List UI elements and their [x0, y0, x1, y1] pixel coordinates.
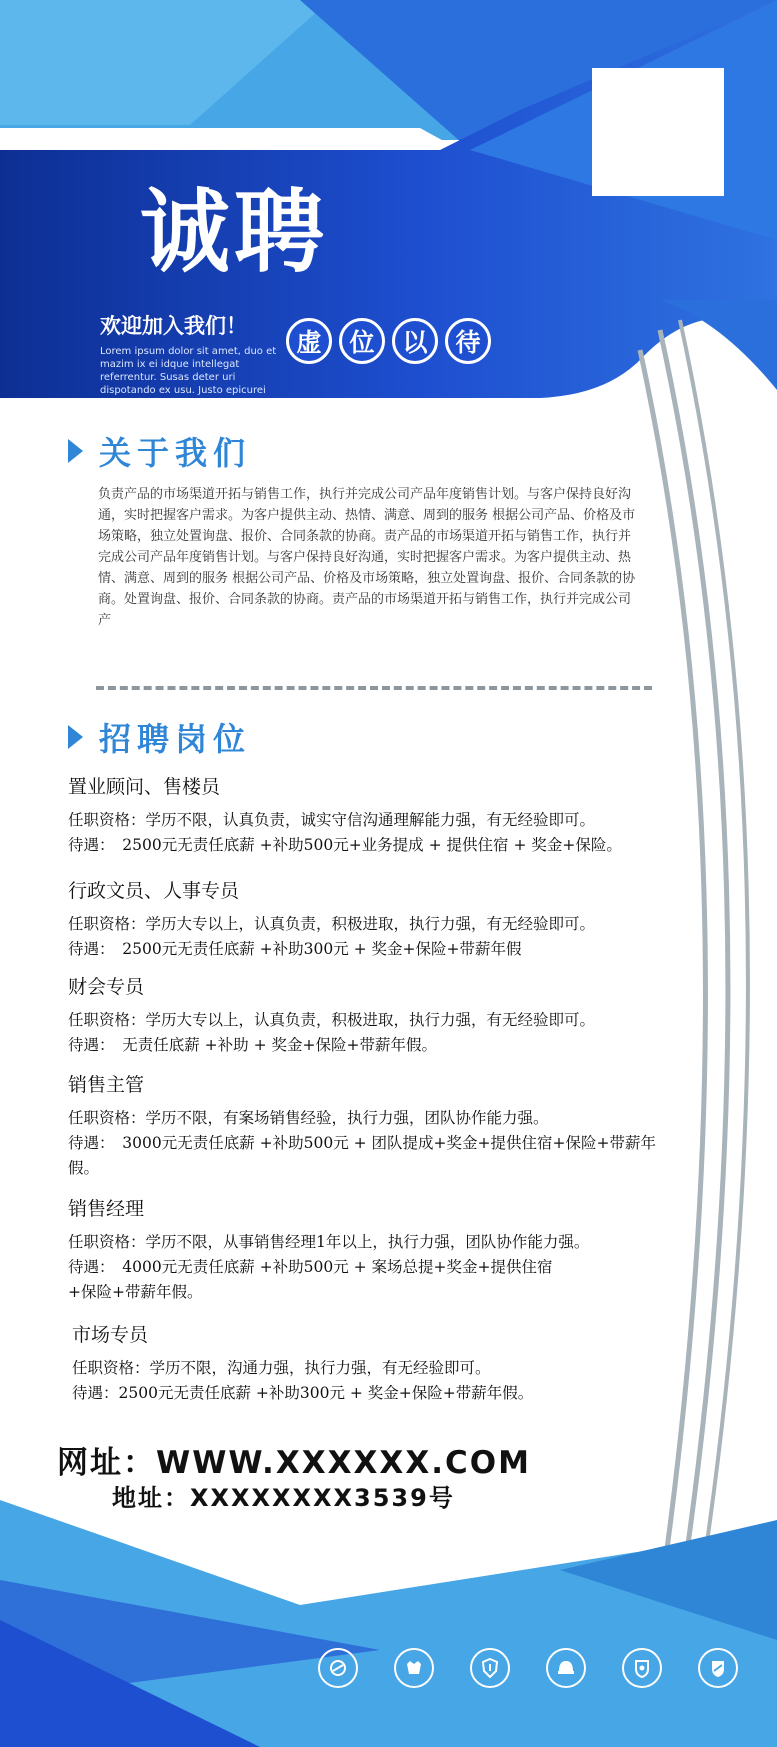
jobs-heading-text: 招聘岗位 [99, 720, 252, 758]
triangle-bullet-icon [68, 725, 83, 749]
website-text: 网址：WWW.XXXXXX.COM [57, 1445, 531, 1481]
dashed-divider [96, 686, 652, 690]
job-requirement: 任职资格：学历不限，认真负责，诚实守信沟通理解能力强，有无经验即可。 [68, 811, 596, 829]
job-item [68, 972, 728, 1058]
emblem-icon [318, 1648, 358, 1688]
badge-circle: 以 [392, 318, 438, 364]
job-requirement: 任职资格：学历大专以上，认真负责，积极进取，执行力强，有无经验即可。 [68, 1011, 596, 1029]
job-requirement: 任职资格：学历不限，从事销售经理1年以上，执行力强，团队协作能力强。 [68, 1233, 590, 1251]
job-item [68, 1070, 668, 1181]
about-body: 负责产品的市场渠道开拓与销售工作，执行并完成公司产品年度销售计划。与客户保持良好沟通，实时把握客户需求。为客户提供主动、热情、满意、周到的服务 根据公司产品、价格及市场策略，独立处置询盘、报价、合同条款的协商。责产品的市场渠道开拓与销售工作，执行并完成公司产品年度销售计划。与客户保持良好沟通，实时把握客户需求。为客户提供主动、热情、满意、周到的服务 根据公司产品、价格及市场策略，独立处置询盘、报价、合同条款的协商。处置询盘、报价、合同条款的协商。责产品的市场渠道开拓与销售工作，执行并完成公司产 [98, 487, 636, 628]
job-title: 行政文员、人事专员 [68, 880, 240, 902]
job-item [68, 772, 728, 858]
badge-row [286, 318, 491, 364]
job-salary: 待遇：2500元无责任底薪 +补助300元 + 奖金+保险+带薪年假。 [72, 1384, 534, 1402]
about-heading-text: 关于我们 [99, 434, 252, 472]
job-requirement: 任职资格：学历不限，有案场销售经验，执行力强，团队协作能力强。 [68, 1109, 549, 1127]
stripe-shield-icon [698, 1648, 738, 1688]
crown-shield-icon [394, 1648, 434, 1688]
job-item [72, 1320, 732, 1406]
welcome-text: 欢迎加入我们！ [100, 314, 247, 338]
crest-icon [622, 1648, 662, 1688]
headline: 诚聘 [140, 180, 328, 285]
job-title: 销售经理 [68, 1198, 145, 1220]
job-title: 财会专员 [68, 976, 145, 998]
lorem-text: Lorem ipsum dolor sit amet, duo et mazim ix ei idque intellegat referrentur. Susas deter uri dispotando ex usu. Justo epicurei [100, 346, 277, 396]
jobs-heading [68, 714, 251, 760]
job-salary: 待遇： 2500元无责任底薪 +补助300元 + 奖金+保险+带薪年假 [68, 940, 522, 958]
about-heading [68, 428, 251, 474]
job-salary: 待遇： 3000元无责任底薪 +补助500元 + 团队提成+奖金+提供住宿+保险+带薪年假。 [68, 1134, 656, 1177]
helmet-icon [546, 1648, 586, 1688]
job-title: 市场专员 [72, 1324, 149, 1346]
badge-circle: 位 [339, 318, 385, 364]
badge-circle: 虚 [286, 318, 332, 364]
footer-icon-row [318, 1648, 738, 1688]
job-salary: 待遇： 4000元无责任底薪 +补助500元 + 案场总提+奖金+提供住宿+保险+带薪年假。 [68, 1258, 553, 1301]
shield-icon [470, 1648, 510, 1688]
job-salary: 待遇： 2500元无责任底薪 +补助500元+业务提成 + 提供住宿 + 奖金+保险。 [68, 836, 622, 854]
job-item [68, 1194, 590, 1305]
badge-circle: 待 [445, 318, 491, 364]
photo-placeholder [592, 68, 724, 196]
job-title: 销售主管 [68, 1074, 145, 1096]
job-item [68, 876, 728, 962]
job-requirement: 任职资格：学历不限，沟通力强，执行力强，有无经验即可。 [72, 1359, 491, 1377]
job-salary: 待遇： 无责任底薪 +补助 + 奖金+保险+带薪年假。 [68, 1036, 437, 1054]
job-requirement: 任职资格：学历大专以上，认真负责，积极进取，执行力强，有无经验即可。 [68, 915, 596, 933]
triangle-bullet-icon [68, 439, 83, 463]
job-title: 置业顾问、售楼员 [68, 776, 221, 798]
address-text: 地址：XXXXXXXX3539号 [112, 1484, 455, 1512]
